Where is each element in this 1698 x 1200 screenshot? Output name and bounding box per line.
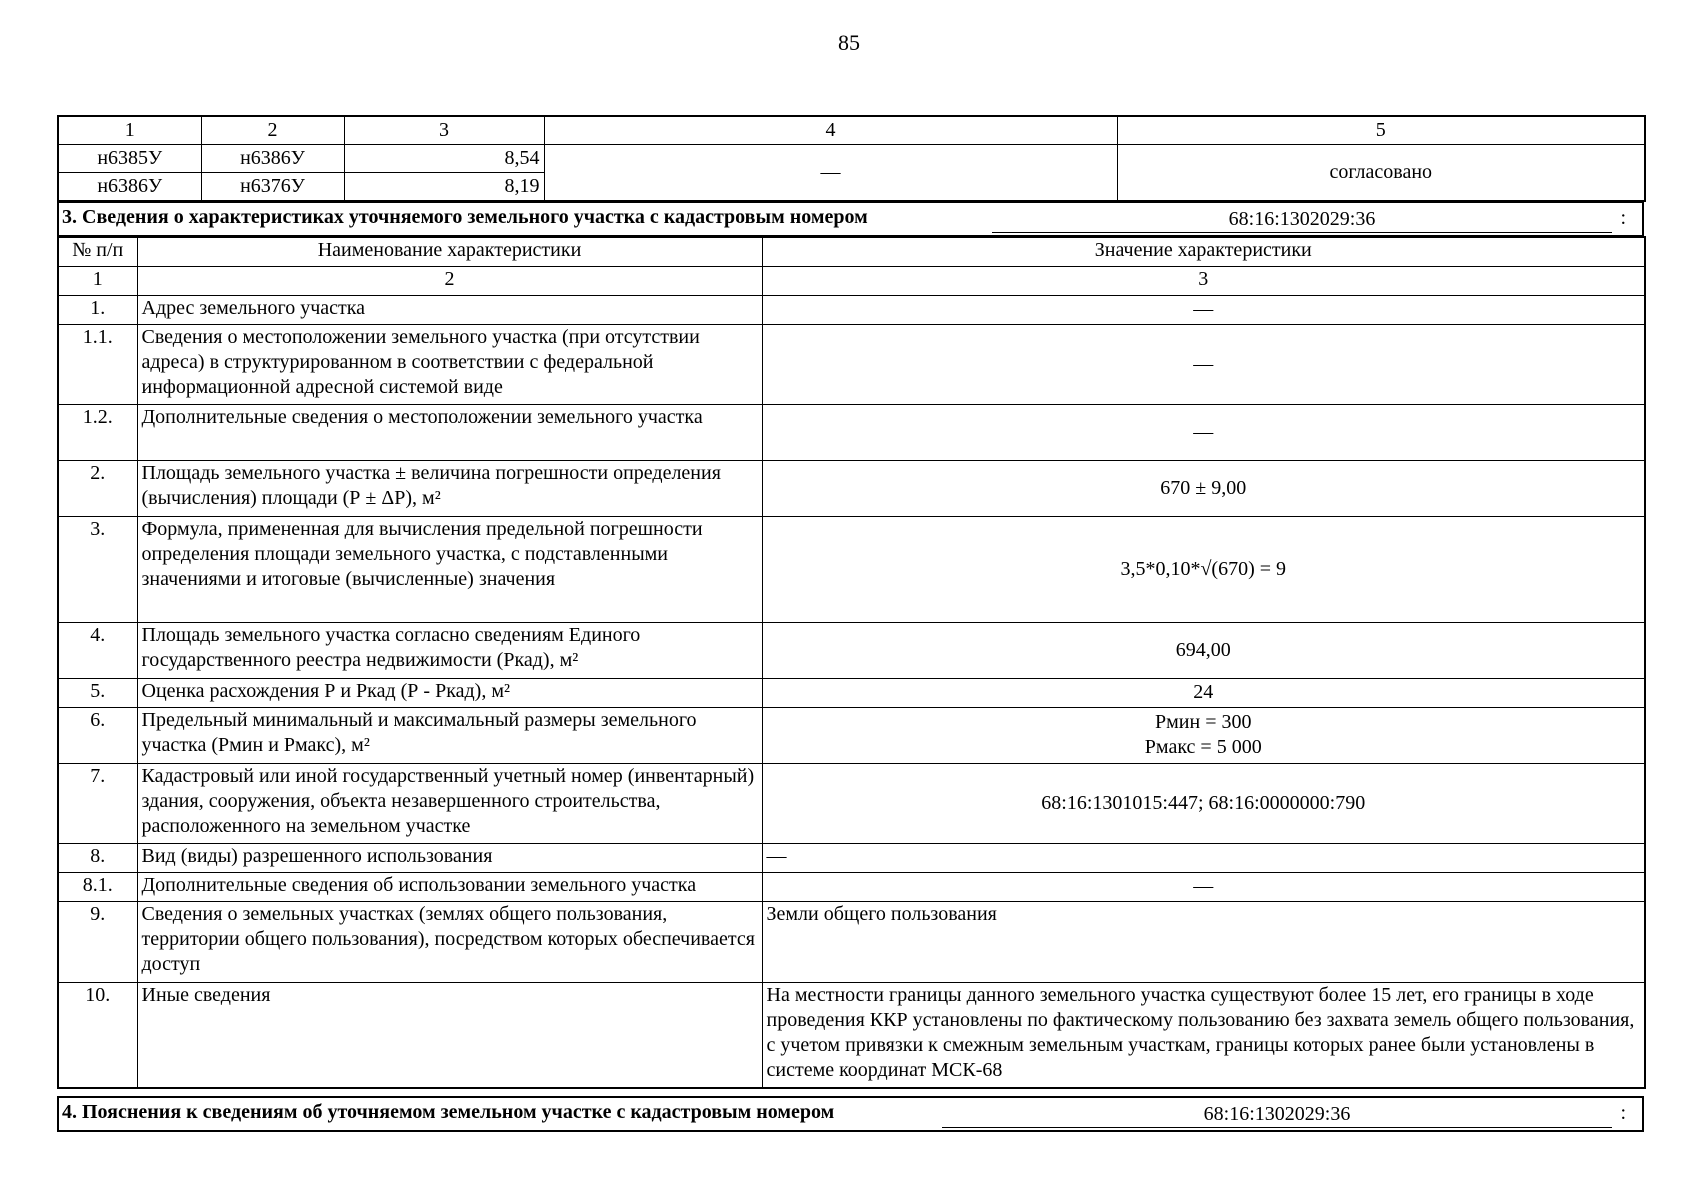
row-number: 5. [58, 678, 137, 707]
table-row [58, 707, 1645, 763]
section-3-heading [57, 201, 1644, 237]
row-number: 3. [58, 516, 137, 622]
table-row [58, 295, 1645, 324]
characteristic-name: Площадь земельного участка согласно сведениям Единого государственного реестра недвижимости (Ркад), м² [137, 622, 762, 678]
characteristic-name: Вид (виды) разрешенного использования [137, 843, 762, 872]
characteristic-name: Дополнительные сведения об использовании земельного участка [137, 872, 762, 901]
table-header-numbers-row [58, 266, 1645, 295]
point-from: н6386У [58, 173, 201, 202]
table-row [58, 678, 1645, 707]
row-number: 1.2. [58, 404, 137, 460]
table-row [58, 145, 1645, 173]
row-number: 8.1. [58, 872, 137, 901]
row-number: 2. [58, 460, 137, 516]
column-number-2: 2 [137, 266, 762, 295]
colon: : [1620, 207, 1626, 229]
column-header-name: Наименование характеристики [137, 237, 762, 266]
column-number-3: 3 [762, 266, 1645, 295]
section-title: 4. Пояснения к сведениям об уточняемом земельном участке с кадастровым номером [62, 1101, 835, 1123]
cadastral-number: 68:16:1302029:36 [992, 207, 1612, 233]
table-header-row [58, 237, 1645, 266]
characteristic-name: Дополнительные сведения о местоположении земельного участка [137, 404, 762, 460]
table-header-row [58, 116, 1645, 145]
column-header-3: 3 [344, 116, 544, 145]
max-size-value: Рмакс = 5 000 [1144, 736, 1262, 758]
section-4-heading [57, 1096, 1644, 1132]
point-to: н6376У [201, 173, 344, 202]
segment-length: 8,19 [344, 173, 544, 202]
characteristic-name: Иные сведения [137, 982, 762, 1088]
characteristic-value: — [762, 295, 1645, 324]
table-row [58, 460, 1645, 516]
column-number-1: 1 [58, 266, 137, 295]
characteristic-value: — [762, 324, 1645, 404]
characteristic-value: — [762, 872, 1645, 901]
colon: : [1620, 1102, 1626, 1124]
row-number: 9. [58, 901, 137, 982]
table-row [58, 404, 1645, 460]
table-row [58, 622, 1645, 678]
cadastral-number: 68:16:1302029:36 [942, 1102, 1612, 1128]
min-size-value: Рмин = 300 [1155, 711, 1252, 733]
point-to: н6386У [201, 145, 344, 173]
characteristic-value-cell [762, 707, 1645, 763]
characteristic-value: 694,00 [762, 622, 1645, 678]
table-row [58, 843, 1645, 872]
characteristic-name: Оценка расхождения Р и Ркад (Р - Ркад), м² [137, 678, 762, 707]
characteristic-name: Кадастровый или иной государственный учетный номер (инвентарный) здания, сооружения, объекта незавершенного строительства, расположенного на земельном участке [137, 763, 762, 843]
row-number: 8. [58, 843, 137, 872]
column-header-5: 5 [1117, 116, 1645, 145]
characteristic-value: На местности границы данного земельного участка существуют более 15 лет, его границы в ходе проведения ККР установлены по фактическому пользованию без захвата земель общего пользования, с учетом привязки к смежным земельным участкам, границы которых ранее были установлены в системе координат МСК-68 [762, 982, 1645, 1088]
column-header-num: № п/п [58, 237, 137, 266]
row-number: 1. [58, 295, 137, 324]
characteristic-value: Земли общего пользования [762, 901, 1645, 982]
section-title: 3. Сведения о характеристиках уточняемого земельного участка с кадастровым номером [62, 206, 868, 228]
characteristic-name: Сведения о местоположении земельного участка (при отсутствии адреса) в структурированном в соответствии с федеральной информационной адресной системой виде [137, 324, 762, 404]
col4-value: — [544, 145, 1117, 202]
table-row [58, 763, 1645, 843]
table-row [58, 982, 1645, 1088]
characteristic-value: 670 ± 9,00 [762, 460, 1645, 516]
table-row [58, 901, 1645, 982]
agreement-status: согласовано [1117, 145, 1645, 202]
column-header-1: 1 [58, 116, 201, 145]
segment-length: 8,54 [344, 145, 544, 173]
row-number: 10. [58, 982, 137, 1088]
characteristic-name: Формула, примененная для вычисления предельной погрешности определения площади земельного участка, с подставленными значениями и итоговые (вычисленные) значения [137, 516, 762, 622]
column-header-2: 2 [201, 116, 344, 145]
table-row [58, 324, 1645, 404]
characteristic-value: — [762, 843, 1645, 872]
characteristic-name: Сведения о земельных участках (землях общего пользования, территории общего пользования), посредством которых обеспечивается доступ [137, 901, 762, 982]
characteristic-name: Площадь земельного участка ± величина погрешности определения (вычисления) площади (Р ± ΔР), м² [137, 460, 762, 516]
row-number: 1.1. [58, 324, 137, 404]
row-number: 7. [58, 763, 137, 843]
table-row [58, 516, 1645, 622]
characteristic-name: Предельный минимальный и максимальный размеры земельного участка (Рмин и Рмакс), м² [137, 707, 762, 763]
boundary-segments-table [57, 115, 1646, 202]
characteristic-name: Адрес земельного участка [137, 295, 762, 324]
characteristic-value: — [762, 404, 1645, 460]
column-header-value: Значение характеристики [762, 237, 1645, 266]
row-number: 6. [58, 707, 137, 763]
characteristic-value: 24 [762, 678, 1645, 707]
row-number: 4. [58, 622, 137, 678]
table-row [58, 872, 1645, 901]
column-header-4: 4 [544, 116, 1117, 145]
point-from: н6385У [58, 145, 201, 173]
characteristic-value: 68:16:1301015:447; 68:16:0000000:790 [762, 763, 1645, 843]
page-number: 85 [838, 30, 860, 55]
characteristic-value: 3,5*0,10*√(670) = 9 [762, 516, 1645, 622]
characteristics-table [57, 236, 1646, 1089]
